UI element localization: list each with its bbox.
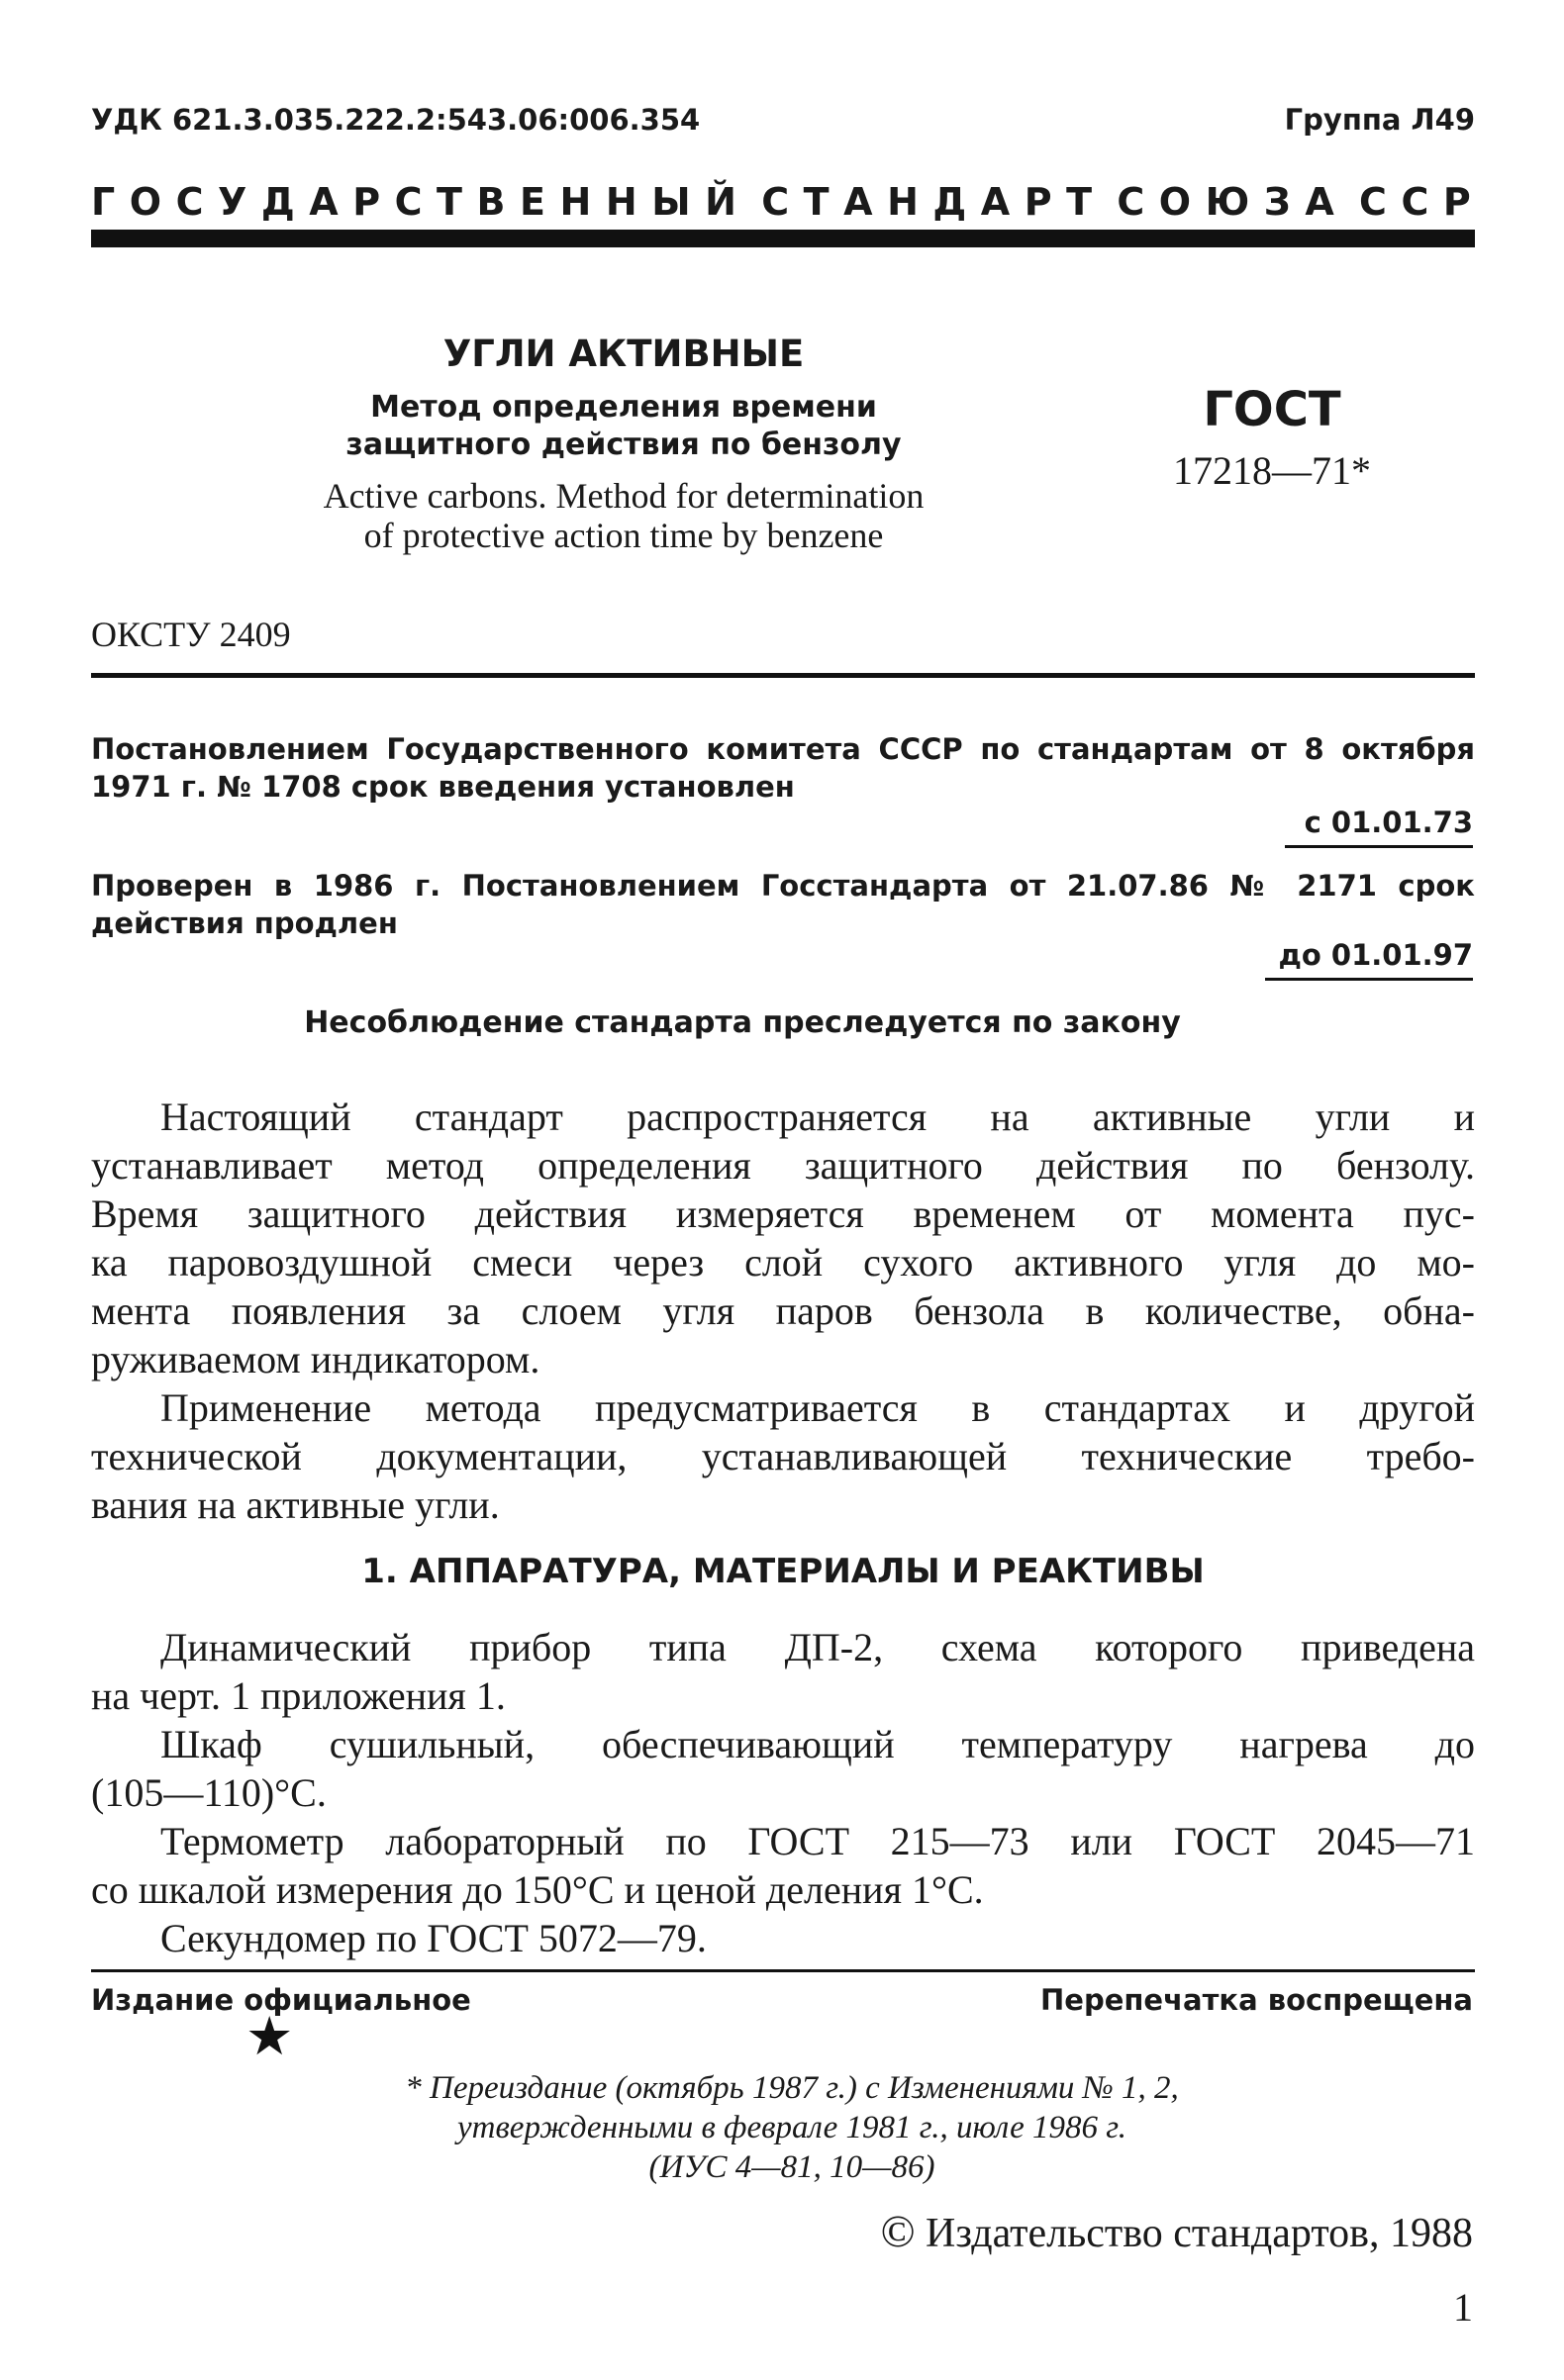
check-text [91, 867, 1475, 942]
intro-paragraph-1 [91, 1093, 1475, 1383]
state-standard-letter: Р [1442, 180, 1475, 224]
text-line: мента появления за слоем угля паров бензола в количестве, обна- [91, 1288, 1475, 1333]
state-standard-letter: О [1158, 180, 1195, 224]
page-number: 1 [1453, 2285, 1473, 2330]
state-standard-letter: С [761, 180, 793, 224]
decree-line-1: Постановлением Государственного комитета СССР по стандартам от 8 октября [91, 732, 1475, 766]
state-standard-letter: С [1117, 180, 1149, 224]
text-line: Секундомер по ГОСТ 5072—79. [160, 1916, 707, 1960]
state-standard-letter: А [980, 180, 1015, 224]
check-line-2: действия продлен [91, 906, 398, 940]
text-line: на черт. 1 приложения 1. [91, 1673, 506, 1718]
check-line-1: Проверен в 1986 г. Постановлением Госстандарта от 21.07.86 № 2171 срок [91, 869, 1475, 903]
state-standard-letter: О [129, 180, 165, 224]
edition-label: Издание официальное [91, 1983, 471, 2017]
state-standard-letter: Н [559, 180, 596, 224]
gost-label: ГОСТ [1203, 382, 1341, 437]
text-line: устанавливает метод определения защитного действия по бензолу. [91, 1143, 1475, 1188]
date-extended-rule [1265, 978, 1473, 981]
text-line: ка паровоздушной смеси через слой сухого активного угля до мо- [91, 1240, 1475, 1285]
header-rule [91, 230, 1475, 247]
state-standard-letter: У [218, 180, 251, 224]
state-standard-letter: В [476, 180, 510, 224]
text-line: технической документации, устанавливающей технические требо- [91, 1434, 1475, 1478]
reissue-line-2: утвержденными в феврале 1981 г., июле 1986 г. [457, 2110, 1126, 2145]
state-standard-letter: Д [260, 180, 299, 224]
equipment-item [91, 1623, 1475, 1720]
state-standard-letter: Р [352, 180, 384, 224]
date-introduced: с 01.01.73 [1304, 806, 1473, 839]
state-standard-letter: С [1401, 180, 1433, 224]
star-icon: ★ [245, 2005, 294, 2067]
copyright-icon: © [880, 2206, 916, 2256]
state-standard-letter: Р [1024, 180, 1056, 224]
text-line: Настоящий стандарт распространяется на активные угли и [160, 1095, 1475, 1139]
equipment-item [91, 1817, 1475, 1914]
text-line: вания на активные угли. [91, 1482, 500, 1527]
reissue-line-3: (ИУС 4—81, 10—86) [648, 2149, 935, 2185]
english-title-line-1: Active carbons. Method for determination [323, 476, 925, 516]
text-line: Применение метода предусматривается в стандартах и другой [160, 1385, 1475, 1430]
state-standard-letter: С [394, 180, 427, 224]
state-standard-letter: Ы [651, 180, 695, 224]
reprint-notice: Перепечатка воспрещена [1040, 1983, 1473, 2017]
state-standard-letter: А [309, 180, 342, 224]
state-standard-letter: Н [887, 180, 923, 224]
text-line: со шкалой измерения до 150°С и ценой деления 1°С. [91, 1867, 984, 1912]
group-code: Группа Л49 [1284, 103, 1475, 137]
state-standard-letter: Н [605, 180, 641, 224]
english-title-line-2: of protective action time by benzene [363, 516, 884, 555]
text-line: Динамический прибор типа ДП-2, схема которого приведена [160, 1625, 1475, 1669]
state-standard-letter: Е [520, 180, 549, 224]
gost-number: 17218—71* [1173, 448, 1371, 493]
text-line: Термометр лабораторный по ГОСТ 215—73 или ГОСТ 2045—71 [160, 1819, 1475, 1863]
state-standard-letter: С [1359, 180, 1391, 224]
text-line: (105—110)°С. [91, 1770, 327, 1815]
text-line: руживаемом индикатором. [91, 1337, 540, 1381]
standard-title: УГЛИ АКТИВНЫЕ [442, 333, 805, 375]
decree-text [91, 730, 1475, 806]
state-standard-letter: З [1263, 180, 1295, 224]
section-1-heading: 1. АППАРАТУРА, МАТЕРИАЛЫ И РЕАКТИВЫ [361, 1552, 1205, 1591]
state-standard-letter: А [843, 180, 877, 224]
footer-rule [91, 1969, 1475, 1972]
date-extended: до 01.01.97 [1278, 938, 1473, 972]
date-introduced-rule [1285, 845, 1473, 848]
text-line: Время защитного действия измеряется временем от момента пус- [91, 1191, 1475, 1236]
state-standard-letter: Т [437, 180, 466, 224]
reissue-line-1: * Переиздание (октябрь 1987 г.) с Изменениями № 1, 2, [405, 2070, 1179, 2106]
intro-paragraph-2 [91, 1383, 1475, 1529]
state-standard-letter: Т [803, 180, 833, 224]
state-standard-letter: Г [91, 180, 120, 224]
state-standard-letter: А [1305, 180, 1338, 224]
state-standard-letter: Д [932, 180, 971, 224]
state-standard-letter: Ю [1205, 180, 1254, 224]
equipment-item [91, 1914, 1475, 1962]
equipment-item [91, 1720, 1475, 1817]
udk-code: УДК 621.3.035.222.2:543.06:006.354 [91, 103, 701, 137]
law-notice: Несоблюдение стандарта преследуется по закону [304, 1005, 1181, 1040]
copyright-notice [881, 2205, 1473, 2257]
subtitle-line-1: Метод определения времени [370, 390, 877, 425]
state-standard-letter: Т [1066, 180, 1096, 224]
text-line: Шкаф сушильный, обеспечивающий температуру нагрева до [160, 1722, 1475, 1766]
subtitle-line-2: защитного действия по бензолу [345, 428, 902, 462]
publisher-name: Издательство стандартов, 1988 [926, 2211, 1473, 2256]
state-standard-letter: Й [705, 180, 740, 224]
title-rule [91, 673, 1475, 678]
decree-line-2: 1971 г. № 1708 срок введения установлен [91, 770, 795, 804]
okstu-code: ОКСТУ 2409 [91, 615, 291, 654]
state-standard-title [91, 180, 1475, 224]
section-1-items [91, 1623, 1475, 1962]
state-standard-letter: С [175, 180, 208, 224]
